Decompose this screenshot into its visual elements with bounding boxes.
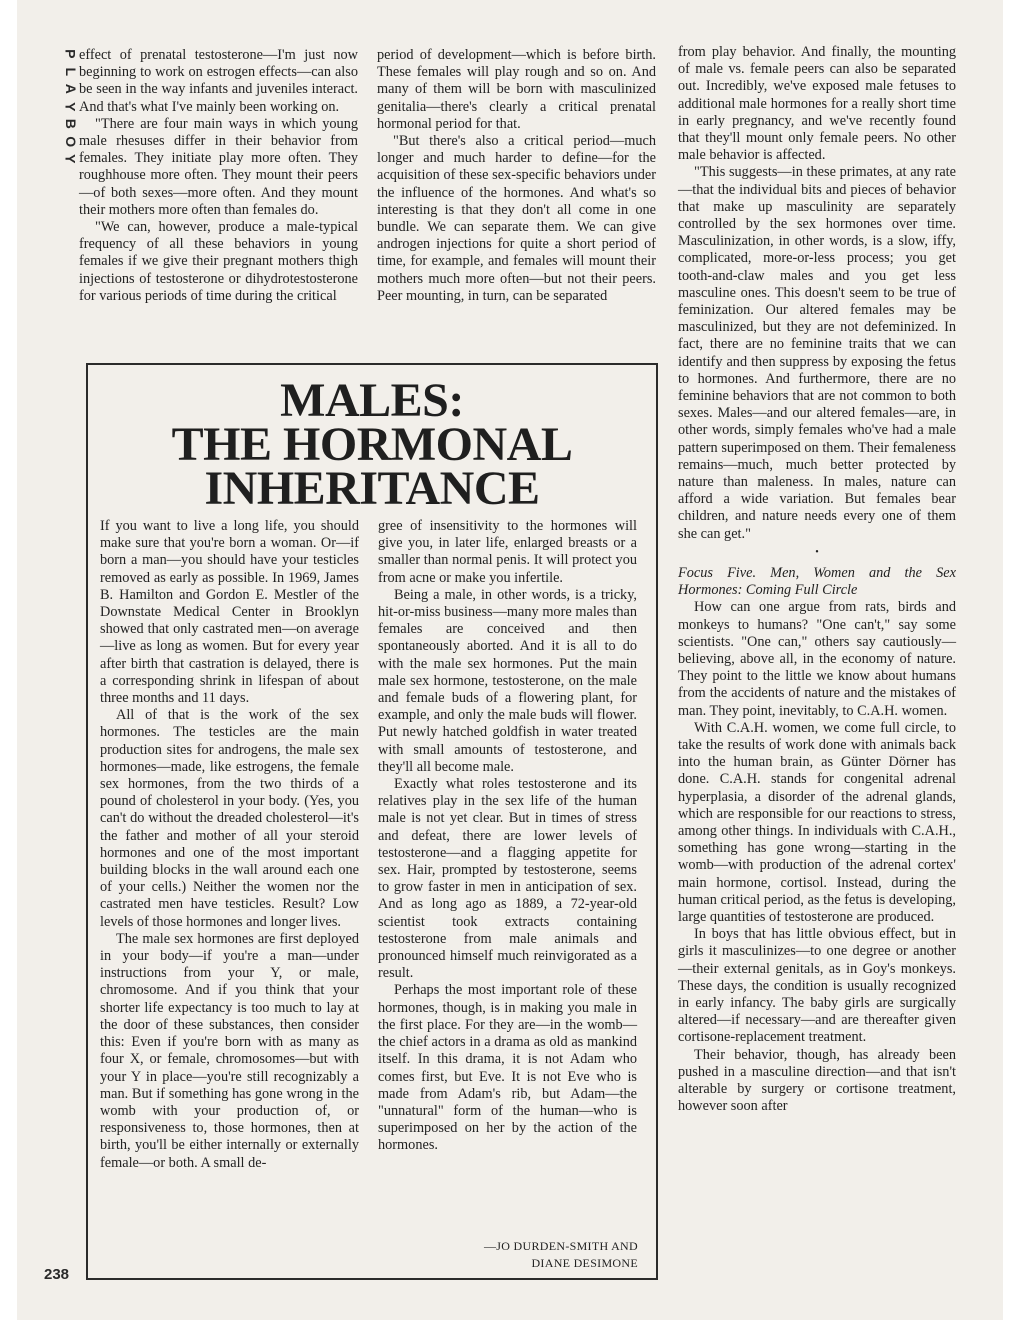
- logo-letter: B: [62, 118, 79, 129]
- logo-letter: Y: [62, 154, 79, 164]
- paragraph: Perhaps the most important role of these hormones, though, is in making you male in the first place. For they are—in the womb—the chief actors in a drama as old as mankind itself. In this drama, it is not Adam who comes first, but Eve. It is not Eve who is made from Adam's rib, but Adam—the "unnatural" form of the human—who is superimposed on her by the action of the hormones.: [378, 982, 637, 1154]
- logo-letter: O: [62, 135, 79, 147]
- logo-letter: A: [62, 83, 79, 94]
- paragraph: from play behavior. And finally, the mounting of male vs. female peers can also be separated out. Incredibly, we've exposed male fetuses to additional male hormones for a really short time in early pregnancy, and we've recently found that they'll mount only female peers. No other male behavior is affected.: [678, 44, 956, 164]
- headline-line: THE HORMONAL: [171, 418, 573, 471]
- paragraph: In boys that has little obvious effect, but in girls it masculinizes—to one degree or another—their external genitals, as in Goy's monkeys. These days, the condition is usually recognized in early infancy. The baby girls are surgically altered—if necessary—and are thereafter given cortisone-replacement treatment.: [678, 926, 956, 1046]
- magazine-page: [17, 0, 1003, 1320]
- section-heading: Focus Five. Men, Women and the Sex Hormones: Coming Full Circle: [678, 564, 956, 599]
- headline-line: MALES:: [280, 374, 464, 427]
- paragraph: gree of insensitivity to the hormones will give you, in later life, enlarged breasts or a smaller than normal penis. It will protect you from acne or make you infertile.: [378, 518, 637, 586]
- column-1-top: [79, 47, 358, 305]
- logo-letter: Y: [62, 101, 79, 111]
- paragraph: "This suggests—in these primates, at any rate—that the individual bits and pieces of behavior that make up masculinity are separately controlled by the sex hormones over time. Masculinization, in other words, is a slow, iffy, complicated, more-or-less process; you get tooth-and-claw males and you get less masculine ones. This doesn't seem to be true of feminization. Our altered females may be masculinized, but they are not defeminized. In fact, there are no feminine traits that we can identify and then suppress by exposing the fetus to hormones. And furthermore, there are no feminine behaviors that are not common to both sexes. Males—and our altered females—are, in other words, simply females who've had a male pattern superimposed on them. Their femaleness remains—much, much better protected by nature than maleness. In males, nature can afford a wide variation. But females bear children, and nature needs every one of them she can get.": [678, 164, 956, 542]
- paragraph: "We can, however, produce a male-typical frequency of all these behaviors in young females if we give their pregnant mothers thigh injections of testosterone or dihydrotestosterone for various periods of time during the critical: [79, 219, 358, 304]
- page-number: 238: [44, 1266, 70, 1283]
- headline-line: INHERITANCE: [204, 462, 540, 515]
- column-3: [678, 44, 956, 1115]
- paragraph: "But there's also a critical period—much longer and much harder to define—for the acquisition of these sex-specific behaviors under the influence of the hormones. And what's so interesting is that they don't all come in one bundle. We can separate them. We can give androgen injections for quite a short period of time, for example, and females will mount their mothers much more often—but not their peers. Peer mounting, in turn, can be separated: [377, 133, 656, 304]
- article-headline: [88, 374, 656, 515]
- paragraph: Exactly what roles testosterone and its relatives play in the sex life of the human male is not yet clear. But in times of stress and defeat, there are lower levels of testosterone—and a flagging appetite for sex. Hair, prompted by testosterone, seems to grow faster in men in anticipation of sex. And as long ago as 1889, a 72-year-old scientist took extracts containing testosterone from male animals and pronounced himself much reinvigorated as a result.: [378, 776, 637, 982]
- box-column-1: [100, 518, 359, 1172]
- logo-letter: P: [62, 49, 79, 59]
- paragraph: All of that is the work of the sex hormones. The testicles are the main production sites for androgens, the male sex hormones—made, like estrogens, the female sex hormones, from the two thirds of a pound of cholesterol in your body. (Yes, you can't do without the dreaded cholesterol—it's the father and mother of all your steroid hormones and one of the most important building blocks in the wall around each one of your cells.) Neither the women nor the castrated men have testicles. Result? Low levels of those hormones and longer lives.: [100, 707, 359, 930]
- byline-line: —JO DURDEN-SMITH AND: [483, 1239, 638, 1253]
- paragraph: With C.A.H. women, we come full circle, to take the results of work done with animals back into the human brain, as Günter Dörner has done. C.A.H. stands for congenital adrenal hyperplasia, a disorder of the adrenal glands, which are responsible for our reactions to stress, among other things. In individuals with C.A.H., something has gone wrong—starting in the womb—with production of the adrenal cortex' main hormone, cortisol. Instead, during the human critical period, as the fetus is developing, large quantities of testosterone are produced.: [678, 719, 956, 925]
- section-divider-dot: •: [815, 546, 819, 558]
- paragraph: effect of prenatal testosterone—I'm just now beginning to work on estrogen effects—can also be seen in the way infants and juveniles interact. And that's what I've mainly been working on.: [79, 47, 358, 115]
- paragraph: period of development—which is before birth. These females will play rough and so on. And many of them will be born with masculinized genitalia—there's clearly a critical prenatal hormonal period for that.: [377, 47, 656, 132]
- box-column-2: [378, 518, 637, 1155]
- magazine-side-logo: [61, 45, 79, 168]
- paragraph: Their behavior, though, has already been pushed in a masculine direction—and that isn't alterable by surgery or cortisone treatment, however soon after: [678, 1046, 956, 1115]
- paragraph: If you want to live a long life, you should make sure that you're born a woman. Or—if born a man—you should have your testicles removed as early as possible. In 1969, James B. Hamilton and Gordon E. Mestler of the Downstate Medical Center in Brooklyn showed that only castrated men—on average—live as long as women. But for every year after birth that castration is delayed, there is a corresponding shrink in lifespan of about three months and 11 days.: [100, 518, 359, 707]
- column-2-top: [377, 47, 656, 305]
- byline-line: DIANE DESIMONE: [531, 1256, 638, 1270]
- paragraph: The male sex hormones are first deployed in your body—if you're a man—under instructions from your Y, or male, chromosome. And if you think that your shorter life expectancy is too much to lay at the door of these substances, then consider this: Even if you're born with as many as four X, or female, chromosomes—but with your Y in place—you're still recognizably a man. But if something has gone wrong in the womb with your production of, or responsiveness to, those hormones, then at birth, you'll be either internally or externally female—or both. A small de-: [100, 930, 359, 1171]
- article-byline: [380, 1238, 638, 1272]
- paragraph: How can one argue from rats, birds and monkeys to humans? "One can't," say some scientists. "One can," others say cautiously—believing, above all, in the economy of nature. They point to the little we know about humans from the accidents of nature and the mistakes of man. They point, inevitably, to C.A.H. women.: [678, 599, 956, 719]
- paragraph: Being a male, in other words, is a tricky, hit-or-miss business—many more males than females are conceived and then spontaneously aborted. And it is all to do with the male sex hormones. Put the main male sex hormone, testosterone, on the male and female buds of a flowering plant, for example, and only the male buds will flower. Put newly hatched goldfish in water treated with small amounts of testosterone, and they'll all become male.: [378, 586, 637, 775]
- logo-letter: L: [62, 66, 79, 76]
- paragraph: "There are four main ways in which young male rhesuses differ in their behavior from females. They initiate play more often. They roughhouse more often. They mount their peers—of both sexes—more often. And they mount their mothers more often than females do.: [79, 115, 358, 218]
